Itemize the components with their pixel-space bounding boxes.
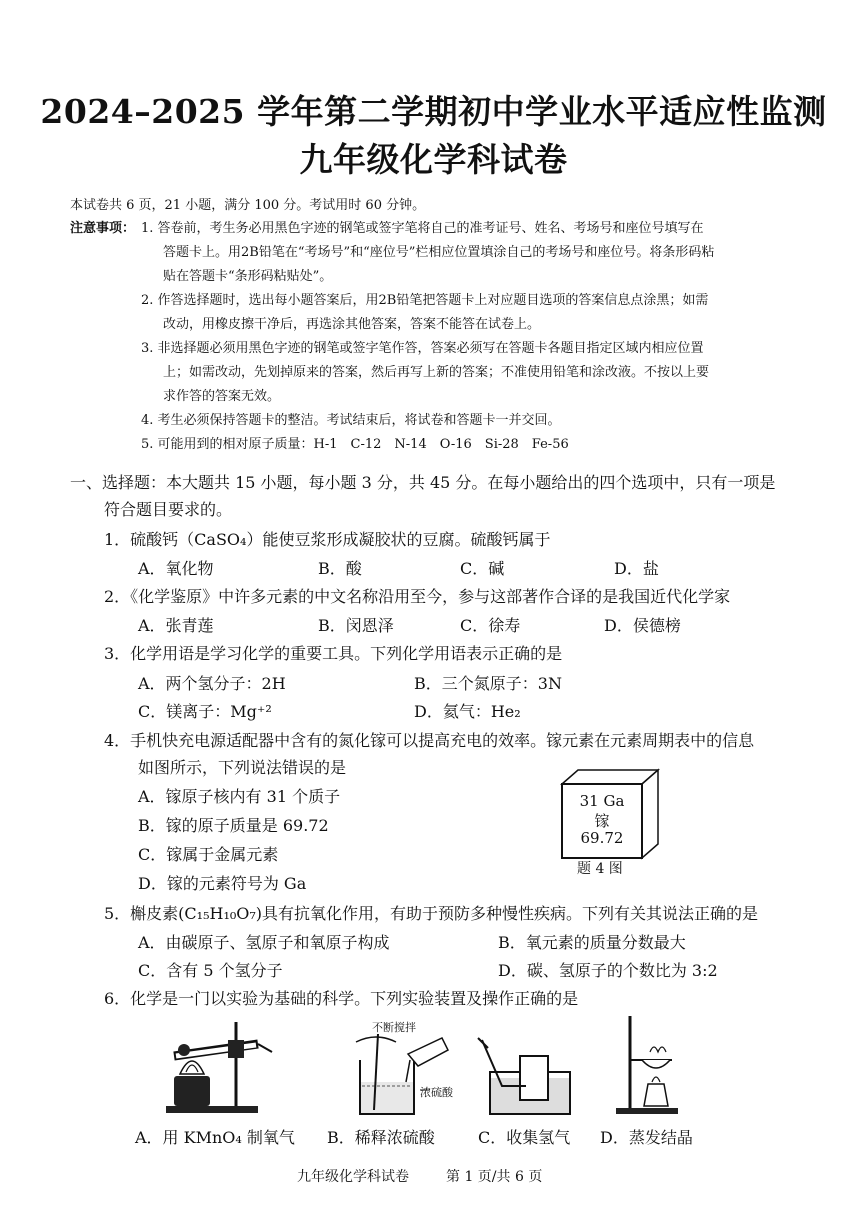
q6-option-a: A．用 KMnO₄ 制氧气	[135, 1128, 295, 1147]
q4-option-a: A．镓原子核内有 31 个质子	[138, 787, 341, 806]
apparatus-d-evaporation	[600, 1012, 690, 1116]
exam-intro: 本试卷共 6 页，21 小题，满分 100 分。考试用时 60 分钟。	[70, 198, 426, 213]
q2-option-c: C．徐寿	[460, 616, 521, 635]
q2-option-a: A．张青莲	[138, 616, 214, 635]
note-5-line-1: 5. 可能用到的相对原子质量：H-1 C-12 N-14 O-16 Si-28 Fe-56	[141, 437, 569, 452]
q3-option-b: B．三个氮原子：3N	[414, 674, 562, 693]
q3-option-a: A．两个氢分子：2H	[138, 674, 286, 693]
q4-option-c: C．镓属于金属元素	[138, 845, 279, 864]
apparatus-c-gas-collection	[476, 1034, 576, 1116]
footer-title: 九年级化学科试卷	[297, 1169, 409, 1185]
footer-page-number: 第 1 页/共 6 页	[446, 1169, 543, 1185]
q1-option-b: B．酸	[318, 559, 362, 578]
q4-option-b: B．镓的原子质量是 69.72	[138, 816, 329, 835]
q1-stem: 1．硫酸钙（CaSO₄）能使豆浆形成凝胶状的豆腐。硫酸钙属于	[104, 530, 551, 549]
element-number-symbol: 31 Ga	[579, 792, 625, 810]
q6-option-c: C．收集氢气	[478, 1128, 571, 1147]
q2-option-b: B．闵恩泽	[318, 616, 394, 635]
q6-option-b: B．稀释浓硫酸	[327, 1128, 435, 1147]
q4-option-d: D．镓的元素符号为 Ga	[138, 874, 307, 893]
q6-option-d: D．蒸发结晶	[600, 1128, 693, 1147]
q4-stem-line1: 4．手机快充电源适配器中含有的氮化镓可以提高充电的效率。镓元素在元素周期表中的信息	[104, 731, 755, 750]
note-3-line-1: 3. 非选择题必须用黑色字迹的钢笔或签字笔作答，答案必须写在答题卡各题目指定区域内相应位置	[141, 341, 704, 356]
element-name: 镓	[594, 812, 610, 830]
q2-option-d: D．侯德榜	[604, 616, 681, 635]
note-1-line-2: 答题卡上。用2B铅笔在“考场号”和“座位号”栏相应位置填涂自己的考场号和座位号。将条形码粘	[163, 245, 715, 260]
note-2-line-2: 改动，用橡皮擦干净后，再选涂其他答案，答案不能答在试卷上。	[163, 317, 541, 332]
q1-option-a: A．氧化物	[138, 559, 214, 578]
exam-title-line2: 九年级化学科试卷	[299, 140, 568, 179]
q5-option-a: A．由碳原子、氢原子和氧原子构成	[138, 933, 390, 952]
note-2-line-1: 2. 作答选择题时，选出每小题答案后，用2B铅笔把答题卡上对应题目选项的答案信息点涂黑；如需	[141, 293, 709, 308]
note-3-line-2: 上；如需改动，先划掉原来的答案，然后再写上新的答案；不准使用铅笔和涂改液。不按以上要	[163, 365, 710, 380]
q1-option-d: D．盐	[614, 559, 659, 578]
q3-option-d: D．氦气：He₂	[414, 702, 521, 721]
notes-heading: 注意事项：	[70, 221, 136, 236]
q4-figure-caption: 题 4 图	[577, 861, 623, 877]
q3-option-c: C．镁离子：Mg⁺²	[138, 702, 272, 721]
q6-stem: 6．化学是一门以实验为基础的科学。下列实验装置及操作正确的是	[104, 989, 579, 1008]
section1-heading-line1: 一、选择题：本大题共 15 小题，每小题 3 分，共 45 分。在每小题给出的四个选项中，只有一项是	[70, 473, 776, 492]
note-4-line-1: 4. 考生必须保持答题卡的整洁。考试结束后，将试卷和答题卡一并交回。	[141, 413, 561, 428]
q1-option-c: C．碱	[460, 559, 505, 578]
note-1-line-3: 贴在答题卡“条形码粘贴处”。	[163, 269, 333, 284]
exam-title-line1: 2024–2025 学年第二学期初中学业水平适应性监测	[40, 92, 827, 131]
q5-option-c: C．含有 5 个氢分子	[138, 961, 283, 980]
q5-option-d: D．碳、氢原子的个数比为 3:2	[498, 961, 718, 980]
note-1-line-1: 1. 答卷前，考生务必用黑色字迹的钢笔或签字笔将自己的准考证号、姓名、考场号和座位号填写在	[141, 221, 704, 236]
note-3-line-3: 求作答的答案无效。	[163, 389, 281, 404]
element-mass: 69.72	[580, 829, 624, 847]
q4-stem-line2: 如图所示，下列说法错误的是	[138, 758, 347, 777]
fig-label-stir: 不断搅拌	[372, 1021, 416, 1034]
apparatus-b-acid-dilution	[348, 1030, 453, 1116]
q3-stem: 3．化学用语是学习化学的重要工具。下列化学用语表示正确的是	[104, 644, 563, 663]
fig-label-acid: 浓硫酸	[420, 1086, 453, 1099]
q5-stem: 5．槲皮素(C₁₅H₁₀O₇)具有抗氧化作用，有助于预防多种慢性疾病。下列有关其说法正确的是	[104, 904, 759, 923]
section1-heading-line2: 符合题目要求的。	[104, 500, 233, 519]
q5-option-b: B．氧元素的质量分数最大	[498, 933, 686, 952]
apparatus-a-kmno4-heating	[158, 1014, 278, 1116]
q2-stem: 2．《化学鉴原》中许多元素的中文名称沿用至今，参与这部著作合译的是我国近代化学家	[104, 587, 731, 606]
